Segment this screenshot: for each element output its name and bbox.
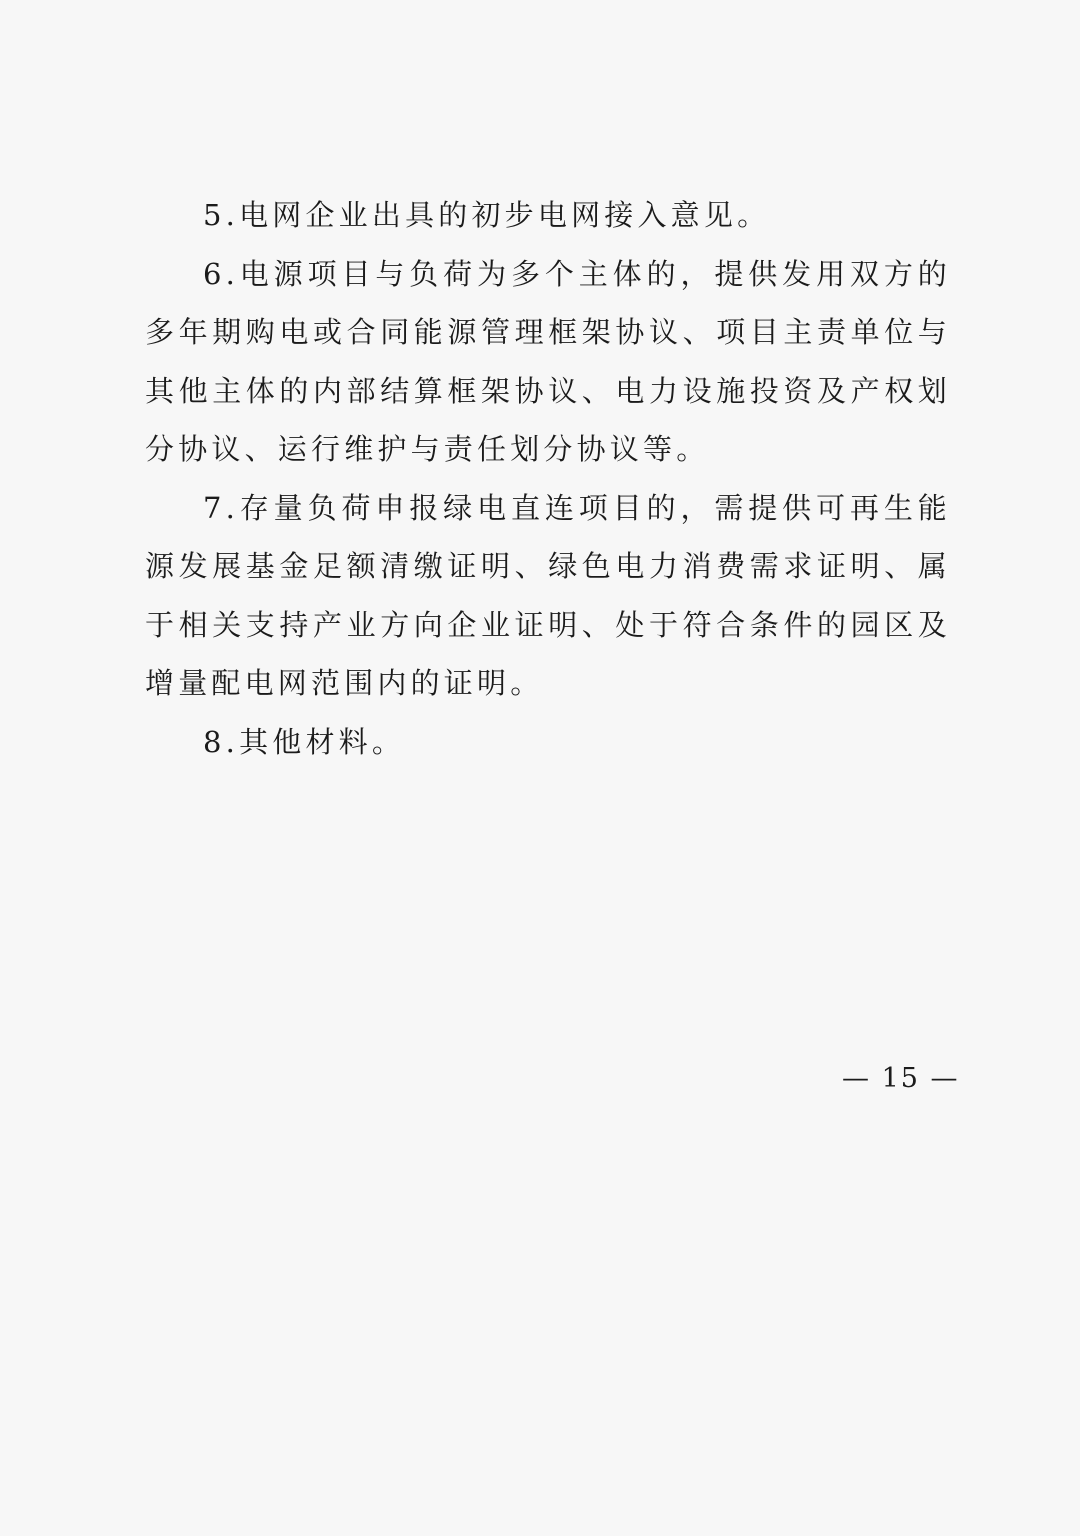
paragraph-item-5: 5.电网企业出具的初步电网接入意见。 <box>203 198 771 232</box>
paragraph-item-7: 7.存量负荷申报绿电直连项目的，需提供可再生能源发展基金足额清缴证明、绿色电力消费需求证明、属于相关支持产业方向企业证明、处于符合条件的园区及增量配电网范围内的证明。 <box>145 490 951 700</box>
paragraph-item-8: 8.其他材料。 <box>203 724 406 759</box>
page-number: — 15 — <box>842 1063 960 1094</box>
paragraph-item-6: 6.电源项目与负荷为多个主体的，提供发用双方的多年期购电或合同能源管理框架协议、项目主责单位与其他主体的内部结算框架协议、电力设施投资及产权划分协议、运行维护与责任划分协议等。 <box>145 256 951 466</box>
document-body <box>145 186 951 771</box>
